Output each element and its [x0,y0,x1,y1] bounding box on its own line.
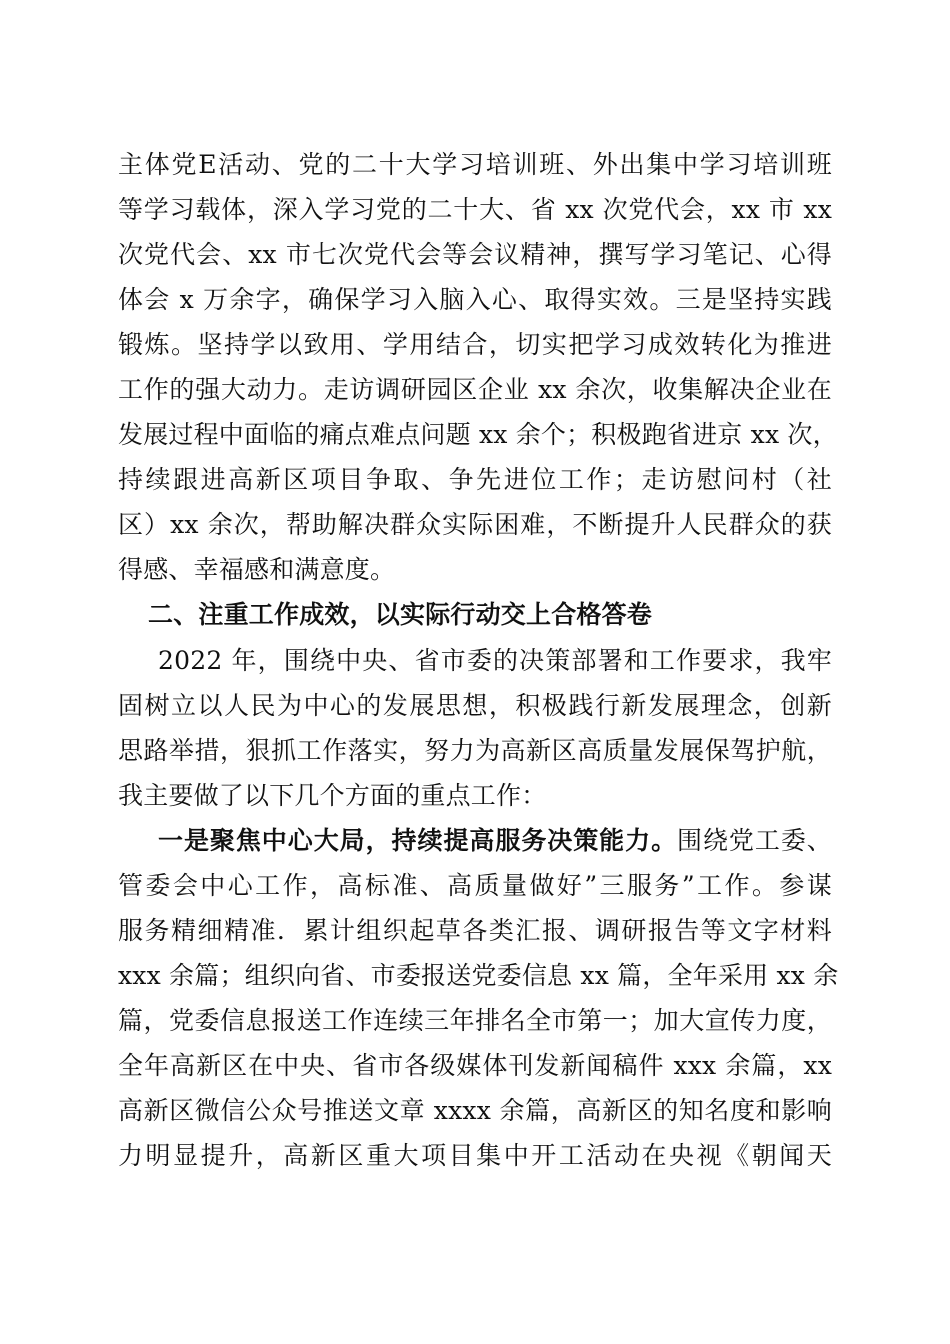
text-line: 力明显提升，高新区重大项目集中开工活动在央视《朝闻天 [118,1141,832,1170]
text-line: 得感、幸福感和满意度。 [118,555,396,584]
text-line: 次党代会、xx 市七次党代会等会议精神，撰写学习笔记、心得 [118,240,832,269]
text-line: xxx 余篇；组织向省、市委报送党委信息 xx 篇，全年采用 xx 余 [118,961,839,990]
text-line: 锻炼。坚持学以致用、学用结合，切实把学习成效转化为推进 [118,330,832,359]
paragraph-study [118,142,838,592]
paragraph-2022-summary [118,638,832,818]
text-line: 我主要做了以下几个方面的重点工作： [118,781,547,810]
text-line [118,818,832,863]
paragraph-lead-rest: 围绕党工委、 [677,826,832,855]
text-line: 工作的强大动力。走访调研园区企业 xx 余次，收集解决企业在 [118,375,832,404]
text-line: 体会 x 万余字，确保学习入脑入心、取得实效。三是坚持实践 [118,285,832,314]
paragraph-lead: 一是聚焦中心大局，持续提高服务决策能力。 [158,826,678,855]
text-line: 等学习载体，深入学习党的二十大、省 xx 次党代会，xx 市 xx [118,195,832,224]
text-line: 主体党E活动、党的二十大学习培训班、外出集中学习培训班 [118,150,832,179]
text-line: 服务精细精准．累计组织起草各类汇报、调研报告等文字材料 [118,916,832,945]
text-line: 高新区微信公众号推送文章 xxxx 余篇，高新区的知名度和影响 [118,1096,832,1125]
text-line: 固树立以人民为中心的发展思想，积极践行新发展理念，创新 [118,691,832,720]
text-line: 2022 年，围绕中央、省市委的决策部署和工作要求，我牢 [158,646,832,675]
text-line: 发展过程中面临的痛点难点问题 xx 余个；积极跑省进京 xx 次， [118,420,838,449]
text-line: 篇，党委信息报送工作连续三年排名全市第一；加大宣传力度， [118,1006,832,1035]
section-heading: 二、注重工作成效，以实际行动交上合格答卷 [148,600,653,629]
text-line: 思路举措，狠抓工作落实，努力为高新区高质量发展保驾护航， [118,736,832,765]
text-line: 全年高新区在中央、省市各级媒体刊发新闻稿件 xxx 余篇，xx [118,1051,832,1080]
text-line: 管委会中心工作，高标准、高质量做好”三服务”工作。参谋 [118,871,832,900]
document-page [118,142,839,1178]
text-line: 持续跟进高新区项目争取、争先进位工作；走访慰问村（社 [118,465,832,494]
paragraph-service-decision [118,818,839,1178]
text-line: 区）xx 余次，帮助解决群众实际困难，不断提升人民群众的获 [118,510,832,539]
